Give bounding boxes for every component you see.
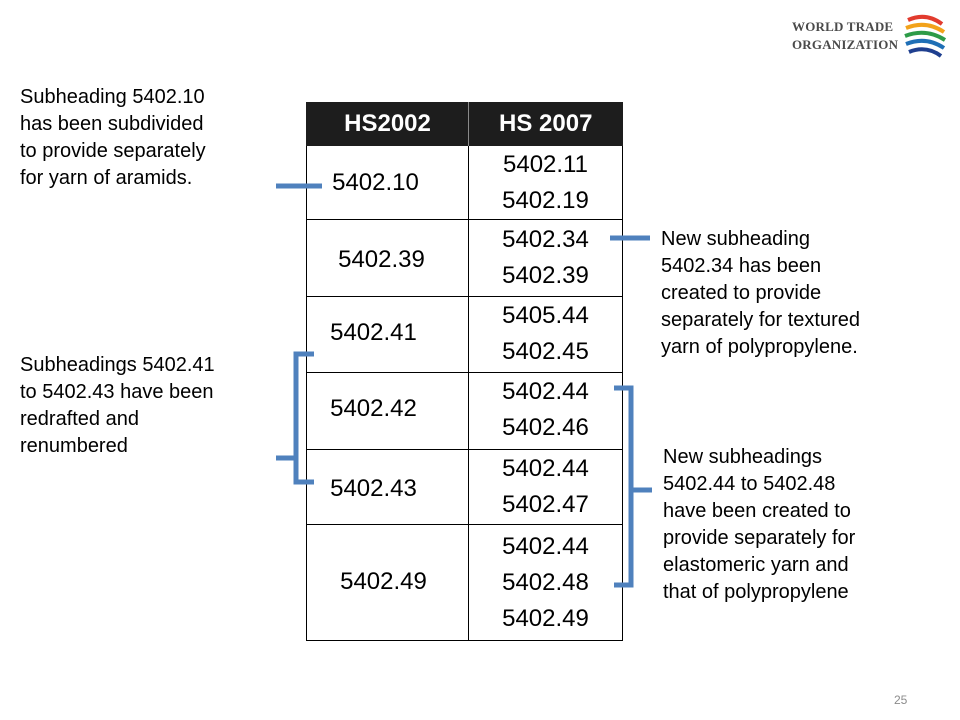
note-line: Subheading 5402.10 bbox=[20, 86, 205, 108]
hs2007-code: 5402.44 bbox=[502, 378, 589, 405]
hs2007-code: 5405.44 bbox=[502, 302, 589, 329]
hs2007-code: 5402.34 bbox=[502, 226, 589, 253]
note-line: to 5402.43 have been bbox=[20, 381, 214, 403]
bracket-elastomeric bbox=[614, 388, 631, 585]
note-line: 5402.34 has been bbox=[661, 255, 822, 277]
logo-line-2: ORGANIZATION bbox=[792, 37, 899, 52]
bracket-redrafted bbox=[296, 354, 314, 482]
hs2002-code: 5402.41 bbox=[330, 318, 417, 346]
hs2002-code: 5402.43 bbox=[330, 475, 417, 502]
hs2007-code: 5402.19 bbox=[502, 187, 589, 214]
hs2007-code: 5402.11 bbox=[503, 151, 588, 178]
note-line: for yarn of aramids. bbox=[20, 167, 193, 189]
note-line: to provide separately bbox=[20, 140, 206, 162]
note-line: that of polypropylene bbox=[663, 581, 849, 603]
hs2007-code: 5402.49 bbox=[502, 605, 589, 632]
hs2007-code: 5402.45 bbox=[502, 338, 589, 365]
note-line: 5402.44 to 5402.48 bbox=[663, 473, 836, 495]
note-line: provide separately for bbox=[663, 527, 856, 549]
note-line: renumbered bbox=[20, 435, 128, 457]
note-line: elastomeric yarn and bbox=[663, 554, 849, 576]
hs2002-code: 5402.10 bbox=[332, 168, 419, 196]
hs2002-code: 5402.39 bbox=[338, 246, 425, 273]
note-line: have been created to bbox=[663, 500, 851, 522]
page-number: 25 bbox=[894, 693, 908, 707]
hs2007-code: 5402.48 bbox=[502, 569, 589, 596]
hs2007-code: 5402.47 bbox=[502, 491, 589, 518]
note-line: separately for textured bbox=[661, 309, 860, 331]
note-line: Subheadings 5402.41 bbox=[20, 354, 215, 376]
note-line: redrafted and bbox=[20, 408, 139, 430]
note-line: created to provide bbox=[661, 282, 822, 304]
column-header-hs2007: HS 2007 bbox=[469, 102, 623, 146]
hs2007-code: 5402.44 bbox=[502, 455, 589, 482]
hs2002-code: 5402.49 bbox=[340, 567, 427, 595]
note-line: New subheadings bbox=[663, 446, 822, 468]
column-header-hs2002: HS2002 bbox=[307, 102, 469, 146]
hs2007-code: 5402.39 bbox=[502, 262, 589, 289]
note-line: has been subdivided bbox=[20, 113, 204, 135]
note-line: yarn of polypropylene. bbox=[661, 336, 858, 358]
hs2007-code: 5402.46 bbox=[502, 414, 589, 441]
note-line: New subheading bbox=[661, 228, 810, 250]
logo-line-1: WORLD TRADE bbox=[792, 19, 894, 34]
hs2002-code: 5402.42 bbox=[330, 395, 417, 422]
hs2007-code: 5402.44 bbox=[502, 533, 589, 560]
